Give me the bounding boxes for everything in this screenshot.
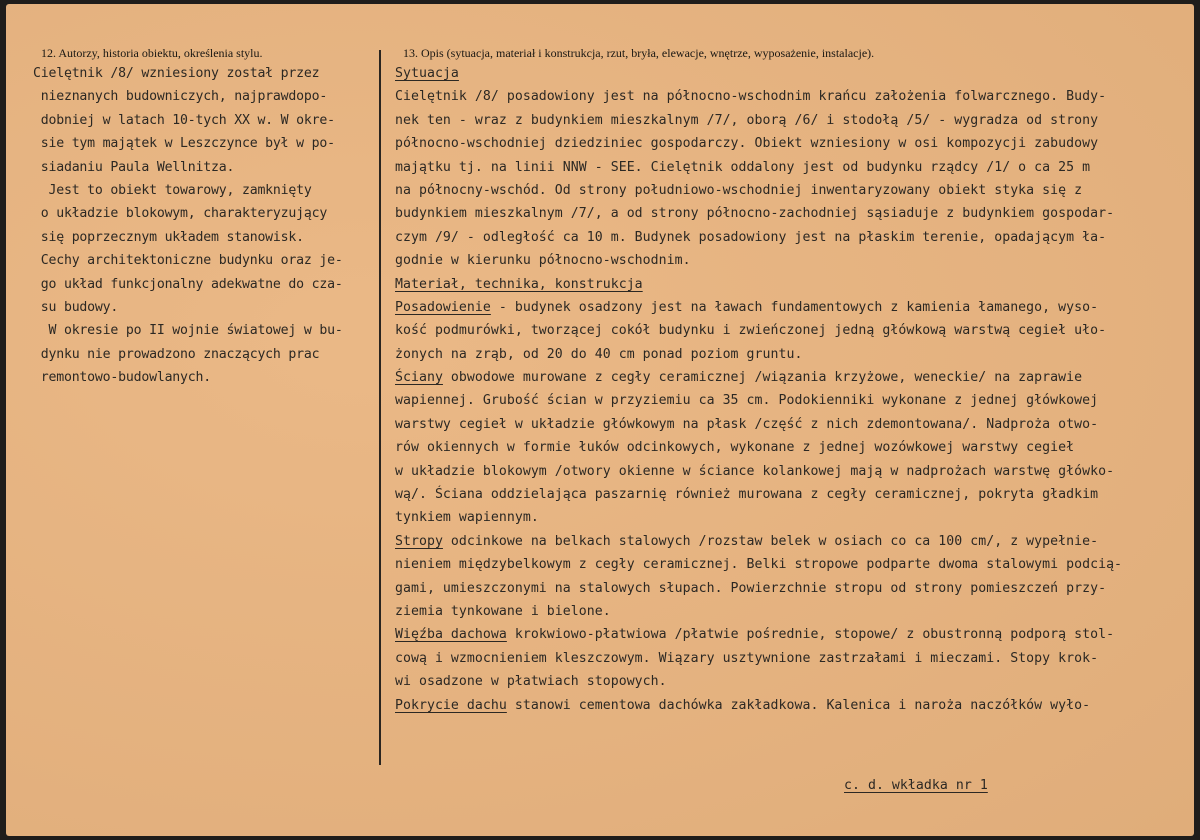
text-line: Pokrycie dachu stanowi cementowa dachówka zakładkowa. Kalenica i naroża naczółków wyło- xyxy=(395,697,1091,713)
text-line: cową i wzmocnieniem kleszczowym. Wiązary usztywnione zastrzałami i mieczami. Stopy krok- xyxy=(395,650,1099,666)
text-line: su budowy. xyxy=(33,299,119,315)
text-line: siadaniu Paula Wellnitza. xyxy=(33,159,235,175)
term-wiezba: Więźba dachowa xyxy=(395,627,507,643)
heading-situation: Sytuacja xyxy=(395,66,459,81)
text-line: czym /9/ - odległość ca 10 m. Budynek posadowiony jest na płaskim terenie, opadającym ła- xyxy=(395,229,1107,245)
term-stropy: Stropy xyxy=(395,533,443,549)
text-line: tynkiem wapiennym. xyxy=(395,510,539,526)
text-line: dobniej w latach 10-tych XX w. W okre- xyxy=(33,112,335,128)
column-divider xyxy=(379,50,381,765)
term-sciany: Ściany xyxy=(395,370,443,386)
text-line: wi osadzone w płatwiach stopowych. xyxy=(395,674,667,690)
text-line: Cechy architektoniczne budynku oraz je- xyxy=(33,253,343,269)
text-line: go układ funkcjonalny adekwatne do cza- xyxy=(33,276,343,292)
text-line: wapiennej. Grubość ścian w przyziemiu ca 35 cm. Podokienniki wykonane z jednej główkowej xyxy=(395,393,1099,409)
text-line: północno-wschodniej dziedziniec gospodarczy. Obiekt wzniesiony w osi kompozycji zabudowy xyxy=(395,136,1099,152)
text-line: nek ten - wraz z budynkiem mieszkalnym /7/, oborą /6/ i stodołą /5/ - wygradza od strony xyxy=(395,112,1099,128)
text-line: sie tym majątek w Leszczynce był w po- xyxy=(33,136,335,152)
text-line: majątku tj. na linii NNW - SEE. Cielętnik oddalony jest od budynku rządcy /1/ o ca 25 m xyxy=(395,159,1091,175)
text-line: Stropy odcinkowe na belkach stalowych /rozstaw belek w osiach co ca 100 cm/, z wypełnie- xyxy=(395,533,1099,549)
text-line: w układzie blokowym /otwory okienne w ściance kolankowej mają w nadprożach warstwę główko- xyxy=(395,463,1115,479)
text-line: W okresie po II wojnie światowej w bu- xyxy=(33,323,343,339)
text-line: Jest to obiekt towarowy, zamknięty xyxy=(33,182,312,198)
text-line: nieniem międzybelkowym z cegły ceramicznej. Belki stropowe podparte dwoma stalowymi podcią- xyxy=(395,557,1123,573)
text-line: wą/. Ściana oddzielająca paszarnię również murowana z cegły ceramicznej, pokryta gładkim xyxy=(395,487,1099,503)
text-line: na północny-wschód. Od strony południowo-wschodniej inwentaryzowany obiekt styka się z xyxy=(395,182,1083,198)
section-12-history xyxy=(33,44,373,389)
text-line: się poprzecznym układem stanowisk. xyxy=(33,229,304,245)
text-line: o układzie blokowym, charakteryzujący xyxy=(33,206,328,222)
text-line: dynku nie prowadzono znaczących prac xyxy=(33,346,320,362)
text-line: Więźba dachowa krokwiowo-płatwiowa /płatwie pośrednie, stopowe/ z obustronną podporą stol- xyxy=(395,627,1115,643)
text-line: remontowo-budowlanych. xyxy=(33,370,212,386)
text-line: Cielętnik /8/ posadowiony jest na północno-wschodnim krańcu założenia folwarcznego. Budy- xyxy=(395,89,1107,105)
continuation-note: c. d. wkładka nr 1 xyxy=(844,778,988,793)
section-12-body xyxy=(33,62,373,389)
text-line: Cielętnik /8/ wzniesiony został przez xyxy=(33,66,320,81)
text-line: ziemia tynkowane i bielone. xyxy=(395,603,611,619)
text-line: żonych na zrąb, od 20 do 40 cm ponad poziom gruntu. xyxy=(395,346,803,362)
text-line: kość podmurówki, tworzącej cokół budynku i zwieńczonej jedną główkową warstwą cegieł uło- xyxy=(395,323,1107,339)
text-line: rów okiennych w formie łuków odcinkowych, wykonane z jednej wozówkowej warstwy cegieł xyxy=(395,440,1075,456)
record-card xyxy=(6,4,1194,836)
text-line: budynkiem mieszkalnym /7/, a od strony północno-zachodniej sąsiaduje z budynkiem gospodar- xyxy=(395,206,1115,222)
term-posadowienie: Posadowienie xyxy=(395,299,491,315)
section-12-header: 12. Autorzy, historia obiektu, określenia stylu. xyxy=(41,46,263,60)
text-line: Posadowienie - budynek osadzony jest na ławach fundamentowych z kamienia łamanego, wyso- xyxy=(395,299,1099,315)
term-pokrycie: Pokrycie dachu xyxy=(395,697,507,713)
section-13-header: 13. Opis (sytuacja, materiał i konstrukcja, rzut, bryła, elewacje, wnętrze, wyposażenie, instalacje). xyxy=(403,46,875,60)
heading-material: Materiał, technika, konstrukcja xyxy=(395,276,643,292)
section-13-description xyxy=(395,44,1185,717)
text-line: warstwy cegieł w układzie główkowym na płask /część z nich zdemontowana/. Nadproża otwo- xyxy=(395,416,1099,432)
text-line: gami, umieszczonymi na stalowych słupach. Powierzchnie stropu od strony pomieszczeń przy- xyxy=(395,580,1107,596)
text-line: godnie w kierunku północno-wschodnim. xyxy=(395,253,691,269)
text-line: Ściany obwodowe murowane z cegły ceramicznej /wiązania krzyżowe, weneckie/ na zaprawie xyxy=(395,370,1083,386)
text-line: nieznanych budowniczych, najprawdopo- xyxy=(33,89,328,105)
